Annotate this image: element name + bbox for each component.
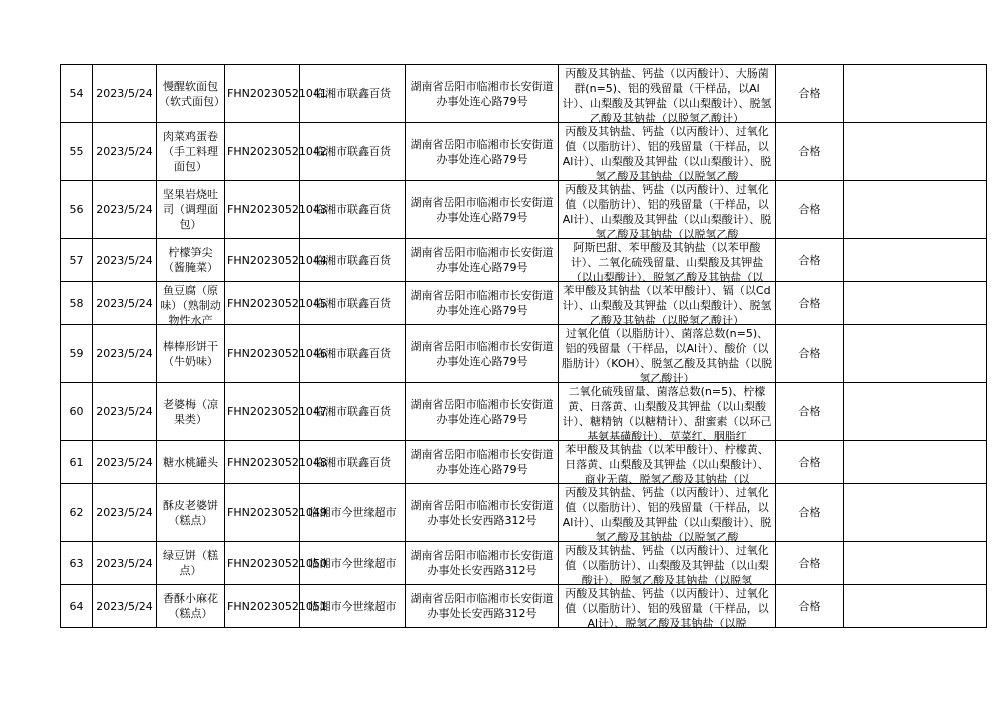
sample-date: 2023/5/24 — [93, 585, 157, 628]
row-number: 57 — [61, 239, 93, 282]
inspection-table — [60, 64, 987, 628]
test-items — [559, 542, 776, 585]
row-number: 61 — [61, 441, 93, 484]
unit-address-text: 湖南省岳阳市临湘市长安街道办事处连心路79号 — [410, 448, 554, 476]
sampled-unit: 临湘市联鑫百货 — [300, 325, 406, 383]
sampled-unit: 临湘市联鑫百货 — [300, 282, 406, 325]
sample-code — [225, 383, 327, 441]
unit-address-text: 湖南省岳阳市临湘市长安街道办事处连心路79号 — [410, 339, 554, 368]
test-items-text: 过氧化值（以脂肪计）、菌落总数(n=5)、铝的残留量（干样品，以Al计）、酸价（以脂肪计）（KOH）、脱氢乙酸及其钠盐（以脱氢乙酸计） — [561, 326, 773, 385]
test-items-text: 丙酸及其钠盐、钙盐（以丙酸计）、过氧化值（以脂肪计）、铝的残留量（干样品，以Al计）、脱氢乙酸及其钠盐（以脱 — [565, 586, 769, 630]
test-items — [559, 325, 776, 383]
table-row — [61, 383, 987, 441]
sample-name-text: 柠檬笋尖（酱腌菜） — [163, 246, 218, 274]
row-number: 58 — [61, 282, 93, 325]
sample-code-text: FHN20230521041 — [227, 87, 327, 100]
sample-code — [225, 65, 327, 123]
sample-date: 2023/5/24 — [93, 542, 157, 585]
test-items — [559, 239, 776, 282]
remarks-cell — [844, 441, 987, 484]
row-number: 54 — [61, 65, 93, 123]
sample-name — [157, 239, 225, 282]
row-number: 60 — [61, 383, 93, 441]
test-items-text: 丙酸及其钠盐、钙盐（以丙酸计）、过氧化值（以脂肪计）、铝的残留量（干样品，以Al计）、山梨酸及其钾盐（以山梨酸计）、脱氢乙酸及其钠盐（以脱氢乙酸 — [562, 182, 772, 241]
remarks-cell — [844, 282, 987, 325]
test-result: 合格 — [776, 239, 844, 282]
unit-address — [406, 383, 559, 441]
sample-name-text: 酥皮老婆饼（糕点） — [163, 498, 218, 527]
sample-code — [225, 484, 327, 542]
sample-code — [225, 181, 327, 239]
remarks-cell — [844, 325, 987, 383]
sample-date: 2023/5/24 — [93, 325, 157, 383]
sample-code-text: FHN20230521051 — [227, 599, 327, 613]
sample-code — [225, 325, 327, 383]
sampled-unit: 临湘市今世缘超市 — [300, 542, 406, 585]
remarks-cell — [844, 181, 987, 239]
sample-name-text: 糖水桃罐头 — [163, 455, 218, 469]
sample-date: 2023/5/24 — [93, 282, 157, 325]
remarks-cell — [844, 123, 987, 181]
sample-code-text: FHN20230521046 — [227, 347, 327, 360]
sample-name — [157, 441, 225, 484]
sample-code-text: FHN20230521042 — [227, 145, 327, 158]
unit-address — [406, 123, 559, 181]
row-number: 62 — [61, 484, 93, 542]
sample-name-text: 慢醒软面包（软式面包） — [159, 79, 225, 108]
sample-name-text: 坚果岩烧吐司（调理面包） — [163, 188, 218, 231]
row-number: 64 — [61, 585, 93, 628]
unit-address-text: 湖南省岳阳市临湘市长安街道办事处连心路79号 — [410, 246, 554, 274]
test-items-text: 阿斯巴甜、苯甲酸及其钠盐（以苯甲酸计）、二氧化硫残留量、山梨酸及其钾盐（以山梨酸计）、脱氢乙酸及其钠盐（以 — [570, 240, 764, 284]
test-items-text: 二氧化硫残留量、菌落总数(n=5)、柠檬黄、日落黄、山梨酸及其钾盐（以山梨酸计）、糖精钠（以糖精计）、甜蜜素（以环己基氨基磺酸计）、苋菜红、胭脂红 — [562, 384, 772, 443]
sample-code — [225, 542, 327, 585]
unit-address-text: 湖南省岳阳市临湘市长安街道办事处连心路79号 — [410, 79, 554, 108]
sample-date: 2023/5/24 — [93, 383, 157, 441]
unit-address-text: 湖南省岳阳市临湘市长安街道办事处连心路79号 — [410, 397, 554, 426]
unit-address — [406, 325, 559, 383]
row-number: 56 — [61, 181, 93, 239]
table-row — [61, 441, 987, 484]
test-items-text: 苯甲酸及其钠盐（以苯甲酸计）、镉（以Cd计）、山梨酸及其钾盐（以山梨酸计）、脱氢乙酸及其钠盐（以脱氢乙酸计） — [562, 283, 772, 327]
unit-address-text: 湖南省岳阳市临湘市长安街道办事处长安西路312号 — [410, 592, 554, 620]
sample-name-text: 绿豆饼（糕点） — [163, 549, 218, 577]
test-result: 合格 — [776, 282, 844, 325]
sample-name — [157, 282, 225, 325]
test-items-text: 丙酸及其钠盐、钙盐（以丙酸计）、大肠菌群(n=5)、铝的残留量（干样品，以Al计）、山梨酸及其钾盐（以山梨酸计）、脱氢乙酸及其钠盐（以脱氢乙酸计） — [562, 66, 772, 125]
sample-name — [157, 65, 225, 123]
test-items — [559, 123, 776, 181]
sampled-unit: 临湘市联鑫百货 — [300, 239, 406, 282]
unit-address — [406, 181, 559, 239]
sample-name-text: 鱼豆腐（原味）（熟制动物性水产 — [160, 283, 221, 327]
test-result: 合格 — [776, 441, 844, 484]
sample-name-text: 老婆梅（凉果类） — [163, 397, 218, 426]
test-result: 合格 — [776, 65, 844, 123]
sample-name — [157, 484, 225, 542]
row-number: 63 — [61, 542, 93, 585]
remarks-cell — [844, 484, 987, 542]
test-result: 合格 — [776, 542, 844, 585]
remarks-cell — [844, 239, 987, 282]
sample-code-text: FHN20230521045 — [227, 296, 327, 310]
sample-date: 2023/5/24 — [93, 181, 157, 239]
sample-code-text: FHN20230521049 — [227, 506, 327, 519]
sampled-unit: 临湘市联鑫百货 — [300, 181, 406, 239]
sample-date: 2023/5/24 — [93, 123, 157, 181]
unit-address — [406, 542, 559, 585]
test-items — [559, 282, 776, 325]
sample-name — [157, 383, 225, 441]
sample-name — [157, 325, 225, 383]
unit-address — [406, 65, 559, 123]
test-result: 合格 — [776, 383, 844, 441]
test-items — [559, 181, 776, 239]
sample-code-text: FHN20230521043 — [227, 203, 327, 216]
sample-date: 2023/5/24 — [93, 239, 157, 282]
sampled-unit: 临湘市今世缘超市 — [300, 484, 406, 542]
test-items — [559, 441, 776, 484]
table-row — [61, 484, 987, 542]
test-result: 合格 — [776, 484, 844, 542]
test-items — [559, 484, 776, 542]
sample-code-text: FHN20230521047 — [227, 405, 327, 418]
test-result: 合格 — [776, 585, 844, 628]
sample-code-text: FHN20230521044 — [227, 253, 327, 267]
test-result: 合格 — [776, 123, 844, 181]
unit-address — [406, 282, 559, 325]
sample-name-text: 棒棒形饼干（牛奶味） — [163, 339, 218, 368]
sample-code-text: FHN20230521048 — [227, 455, 327, 469]
test-result: 合格 — [776, 181, 844, 239]
unit-address-text: 湖南省岳阳市临湘市长安街道办事处连心路79号 — [410, 137, 554, 166]
sampled-unit: 临湘市联鑫百货 — [300, 65, 406, 123]
sample-name — [157, 585, 225, 628]
remarks-cell — [844, 542, 987, 585]
table-body — [61, 65, 987, 628]
sample-name — [157, 123, 225, 181]
unit-address — [406, 585, 559, 628]
table-row — [61, 239, 987, 282]
sampled-unit: 临湘市今世缘超市 — [300, 585, 406, 628]
table-row — [61, 65, 987, 123]
remarks-cell — [844, 585, 987, 628]
unit-address-text: 湖南省岳阳市临湘市长安街道办事处长安西路312号 — [410, 549, 554, 577]
sampled-unit: 临湘市联鑫百货 — [300, 383, 406, 441]
table-row — [61, 325, 987, 383]
row-number: 55 — [61, 123, 93, 181]
remarks-cell — [844, 383, 987, 441]
test-items — [559, 585, 776, 628]
sample-name — [157, 542, 225, 585]
test-result: 合格 — [776, 325, 844, 383]
test-items — [559, 383, 776, 441]
unit-address — [406, 239, 559, 282]
row-number: 59 — [61, 325, 93, 383]
table-row — [61, 282, 987, 325]
sample-code — [225, 123, 327, 181]
table-row — [61, 585, 987, 628]
test-items — [559, 65, 776, 123]
table-row — [61, 181, 987, 239]
unit-address-text: 湖南省岳阳市临湘市长安街道办事处连心路79号 — [410, 289, 554, 317]
test-items-text: 丙酸及其钠盐、钙盐（以丙酸计）、过氧化值（以脂肪计）、铝的残留量（干样品，以Al计）、山梨酸及其钾盐（以山梨酸计）、脱氢乙酸及其钠盐（以脱氢乙酸 — [562, 485, 772, 544]
sampled-unit: 临湘市联鑫百货 — [300, 441, 406, 484]
sample-code — [225, 441, 327, 484]
unit-address — [406, 441, 559, 484]
table-row — [61, 542, 987, 585]
sample-name — [157, 181, 225, 239]
unit-address — [406, 484, 559, 542]
sample-name-text: 香酥小麻花（糕点） — [163, 592, 218, 620]
sample-date: 2023/5/24 — [93, 484, 157, 542]
test-items-text: 丙酸及其钠盐、钙盐（以丙酸计）、过氧化值（以脂肪计）、山梨酸及其钾盐（以山梨酸计）、脱氢乙酸及其钠盐（以脱氢 — [565, 543, 769, 587]
sample-code — [225, 282, 327, 325]
sample-code-text: FHN20230521050 — [227, 556, 327, 570]
table-row — [61, 123, 987, 181]
remarks-cell — [844, 65, 987, 123]
sample-name-text: 肉菜鸡蛋卷（手工料理面包） — [163, 130, 218, 173]
sampled-unit: 临湘市联鑫百货 — [300, 123, 406, 181]
sample-code — [225, 239, 327, 282]
sample-code — [225, 585, 327, 628]
test-items-text: 丙酸及其钠盐、钙盐（以丙酸计）、过氧化值（以脂肪计）、铝的残留量（干样品，以Al计）、山梨酸及其钾盐（以山梨酸计）、脱氢乙酸及其钠盐（以脱氢乙酸 — [562, 124, 772, 183]
unit-address-text: 湖南省岳阳市临湘市长安街道办事处连心路79号 — [410, 195, 554, 224]
sample-date: 2023/5/24 — [93, 441, 157, 484]
test-items-text: 苯甲酸及其钠盐（以苯甲酸计）、柠檬黄、日落黄、山梨酸及其钾盐（以山梨酸计）、商业无菌、脱氢乙酸及其钠盐（以 — [565, 442, 769, 486]
unit-address-text: 湖南省岳阳市临湘市长安街道办事处长安西路312号 — [410, 498, 554, 527]
sample-date: 2023/5/24 — [93, 65, 157, 123]
